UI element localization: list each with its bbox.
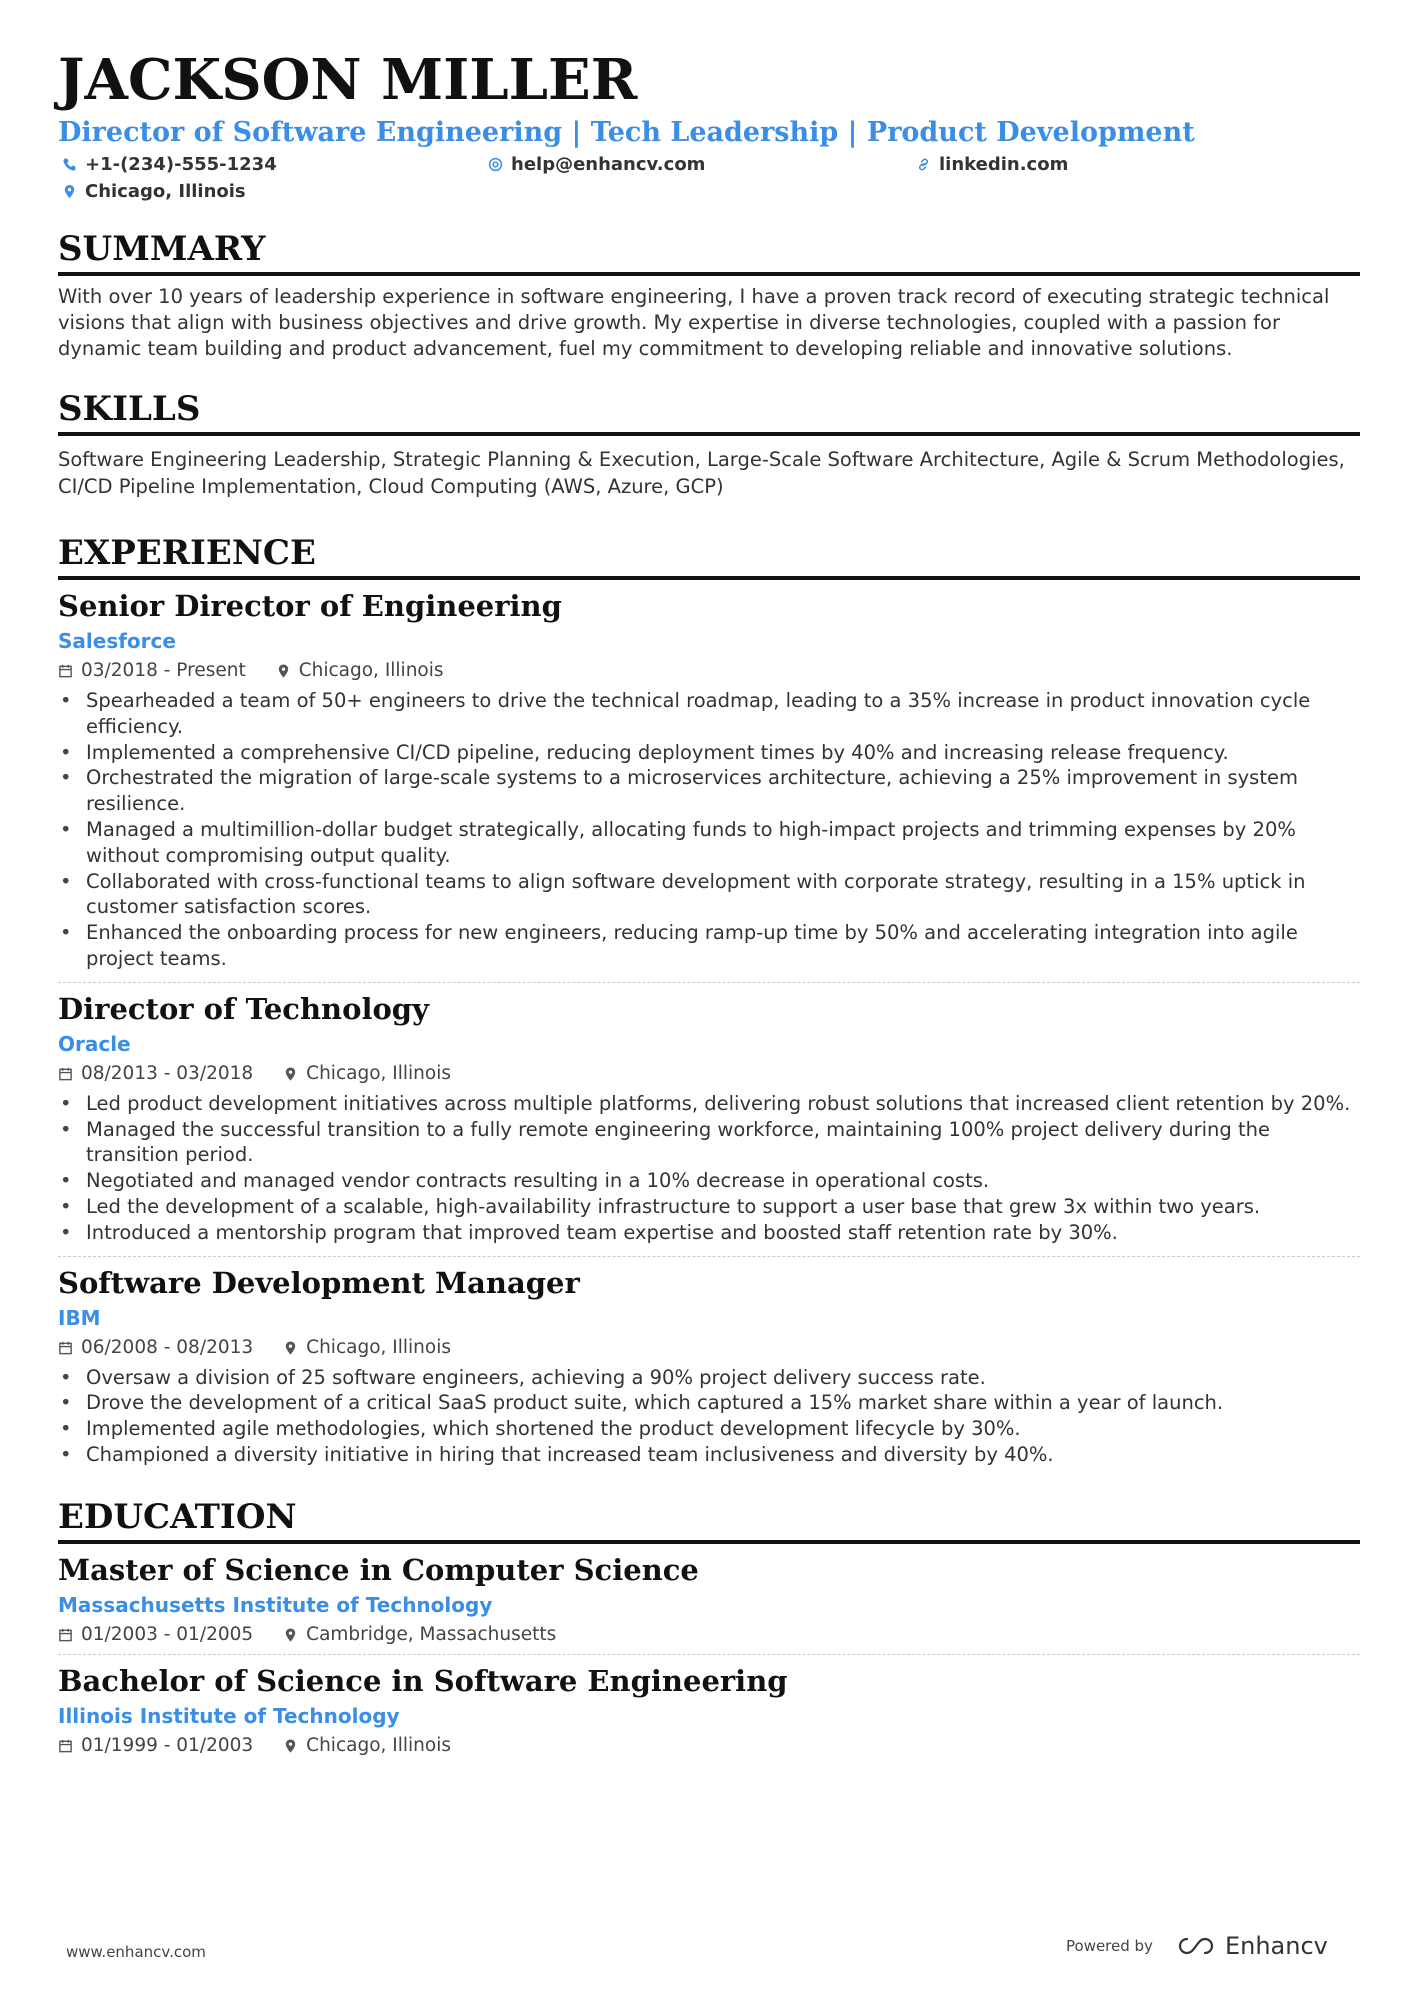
bullet-item: • Oversaw a division of 25 software engineers, achieving a 90% project delivery success rate. [58, 1365, 1360, 1391]
location-pin-icon [283, 1627, 298, 1643]
link-icon [916, 157, 931, 172]
location-contact [62, 181, 246, 202]
school: Massachusetts Institute of Technology [58, 1592, 493, 1617]
bullet-item: • Enhanced the onboarding process for new engineers, reducing ramp-up time by 50% and accelerating integration into agile project teams. [58, 920, 1360, 972]
job-location: Chicago, Illinois [276, 656, 444, 686]
job-role: Software Development Manager [58, 1265, 580, 1300]
school: Illinois Institute of Technology [58, 1703, 400, 1728]
email-contact[interactable] [488, 154, 705, 175]
education-entry [58, 1654, 1360, 1765]
education-dates: 01/1999 - 01/2003 [58, 1731, 253, 1761]
headline: Director of Software Engineering | Tech Leadership | Product Development [58, 117, 1195, 148]
email-text: help@enhancv.com [511, 154, 706, 175]
enhancv-logo-icon [1173, 1934, 1219, 1958]
calendar-icon [58, 663, 73, 679]
bullet-item: • Spearheaded a team of 50+ engineers to drive the technical roadmap, leading to a 35% increase in product innovation cycle efficiency. [58, 688, 1360, 740]
job-dates: 06/2008 - 08/2013 [58, 1333, 253, 1363]
skills-text: Software Engineering Leadership, Strategic Planning & Execution, Large-Scale Software Architecture, Agile & Scrum Methodologies, CI/CD Pipeline Implementation, Cloud Computing (AWS, Azure, GCP) [58, 448, 1345, 498]
summary-text: With over 10 years of leadership experience in software engineering, I have a proven track record of executing strategic technical visions that align with business objectives and drive growth. My expertise in diverse technologies, coupled with a passion for dynamic team building and product advancement, fuel my commitment to developing reliable and innovative solutions. [58, 285, 1330, 360]
bullet-item: • Orchestrated the migration of large-scale systems to a microservices architecture, achieving a 25% improvement in system resilience. [58, 765, 1360, 817]
footer-branding [1066, 1932, 1328, 1960]
job-meta [58, 1333, 1360, 1363]
location-pin-icon [276, 663, 291, 679]
location-pin-icon [283, 1340, 298, 1356]
candidate-name: JACKSON MILLER [58, 47, 638, 113]
calendar-icon [58, 1340, 73, 1356]
location-pin-icon [283, 1738, 298, 1754]
job-location: Chicago, Illinois [283, 1333, 451, 1363]
bullet-item: • Implemented a comprehensive CI/CD pipeline, reducing deployment times by 40% and increasing release frequency. [58, 740, 1360, 766]
bullet-item: • Implemented agile methodologies, which shortened the product development lifecycle by 30%. [58, 1416, 1360, 1442]
brand-text: Enhancv [1224, 1932, 1328, 1960]
education-location: Cambridge, Massachusetts [283, 1620, 556, 1650]
calendar-icon [58, 1627, 73, 1643]
job-company: Salesforce [58, 629, 176, 653]
education-title: EDUCATION [58, 1496, 1360, 1544]
job-company: Oracle [58, 1031, 131, 1056]
job-bullets [58, 1365, 1360, 1468]
education-meta [58, 1731, 1360, 1761]
phone-icon [62, 157, 77, 172]
education-dates: 01/2003 - 01/2005 [58, 1620, 253, 1650]
phone-contact[interactable] [62, 154, 277, 175]
enhancv-logo[interactable] [1173, 1932, 1328, 1960]
experience-entry [58, 1256, 1360, 1478]
job-role: Director of Technology [58, 991, 429, 1026]
summary-section [58, 228, 1360, 362]
job-role: Senior Director of Engineering [58, 589, 562, 623]
bullet-item: • Introduced a mentorship program that improved team expertise and boosted staff retention rate by 30%. [58, 1220, 1360, 1246]
calendar-icon [58, 1066, 73, 1082]
linkedin-text: linkedin.com [939, 154, 1069, 175]
location-text: Chicago, Illinois [85, 181, 246, 202]
linkedin-contact[interactable] [916, 154, 1068, 175]
degree: Bachelor of Science in Software Engineering [58, 1663, 788, 1698]
calendar-icon [58, 1738, 73, 1754]
resume-page [58, 48, 1360, 1765]
bullet-item: • Negotiated and managed vendor contracts resulting in a 10% decrease in operational costs. [58, 1168, 1360, 1194]
education-section [58, 1496, 1360, 1765]
summary-title: SUMMARY [58, 228, 1360, 276]
bullet-item: • Led the development of a scalable, high-availability infrastructure to support a user base that grew 3x within two years. [58, 1194, 1360, 1220]
job-company: IBM [58, 1305, 101, 1330]
experience-title: EXPERIENCE [58, 532, 1360, 580]
skills-title: SKILLS [58, 388, 1360, 436]
bullet-item: • Managed a multimillion-dollar budget strategically, allocating funds to high-impact projects and trimming expenses by 20% without compromising output quality. [58, 817, 1360, 869]
job-bullets [58, 688, 1360, 972]
footer-website[interactable]: www.enhancv.com [66, 1943, 206, 1961]
job-meta [58, 656, 1360, 686]
job-meta [58, 1059, 1360, 1089]
job-dates: 03/2018 - Present [58, 656, 246, 686]
location-pin-icon [62, 184, 77, 199]
job-location: Chicago, Illinois [283, 1059, 451, 1089]
bullet-item: • Led product development initiatives across multiple platforms, delivering robust solutions that increased client retention by 20%. [58, 1091, 1360, 1117]
skills-section [58, 388, 1360, 500]
experience-entry [58, 982, 1360, 1256]
bullet-item: • Championed a diversity initiative in hiring that increased team inclusiveness and diversity by 40%. [58, 1442, 1360, 1468]
contact-info [58, 154, 1360, 210]
education-meta [58, 1620, 1360, 1650]
bullet-item: • Managed the successful transition to a fully remote engineering workforce, maintaining 100% project delivery during the transition period. [58, 1117, 1360, 1169]
experience-section [58, 532, 1360, 1478]
phone-text: +1-(234)-555-1234 [85, 154, 277, 175]
bullet-item: • Collaborated with cross-functional teams to align software development with corporate strategy, resulting in a 15% uptick in customer satisfaction scores. [58, 869, 1360, 921]
bullet-item: • Drove the development of a critical SaaS product suite, which captured a 15% market share within a year of launch. [58, 1390, 1360, 1416]
location-pin-icon [283, 1066, 298, 1082]
degree: Master of Science in Computer Science [58, 1552, 699, 1587]
powered-by-text: Powered by [1066, 1937, 1153, 1955]
at-icon [488, 157, 503, 172]
education-location: Chicago, Illinois [283, 1731, 451, 1761]
education-entry [58, 1544, 1360, 1654]
experience-entry [58, 580, 1360, 982]
job-dates: 08/2013 - 03/2018 [58, 1059, 253, 1089]
job-bullets [58, 1091, 1360, 1246]
